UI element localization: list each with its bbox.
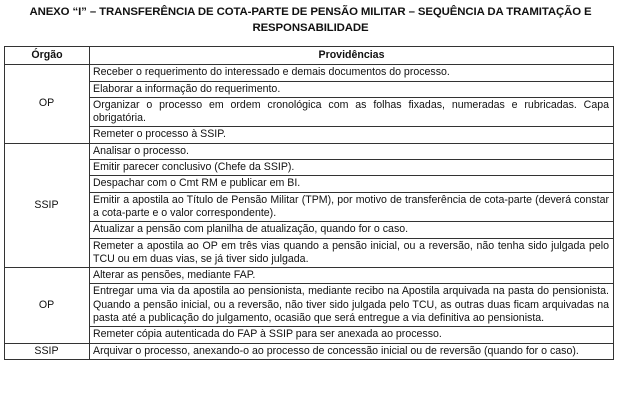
orgao-cell: SSIP (5, 143, 90, 267)
document-title (4, 4, 617, 36)
table-row (5, 238, 614, 268)
providencia-cell: Despachar com o Cmt RM e publicar em BI. (90, 176, 614, 192)
orgao-cell: OP (5, 268, 90, 343)
table-row (5, 97, 614, 127)
providencia-cell: Remeter a apostila ao OP em três vias quando a pensão inicial, ou a reversão, não tenha sido julgada pelo TCU ou em duas vias, se já tiver sido julgada. (90, 238, 614, 268)
providencia-cell: Analisar o processo. (90, 143, 614, 159)
table-row (5, 143, 614, 159)
providencia-cell: Remeter o processo à SSIP. (90, 127, 614, 143)
table-row (5, 127, 614, 143)
providencia-cell: Remeter cópia autenticada do FAP à SSIP para ser anexada ao processo. (90, 327, 614, 343)
table-header-row (5, 47, 614, 65)
providencia-cell: Alterar as pensões, mediante FAP. (90, 268, 614, 284)
providencia-cell: Entregar uma via da apostila ao pensionista, mediante recibo na Apostila arquivada na pasta do pensionista. Quando a pensão inicial, ou a reversão, não tiver sido julgada pelo TCU, as outras duas ficam arquivadas na pasta até a publicação do julgamento, ocasião que será entregue a via definitiva ao pensionista. (90, 284, 614, 327)
providencia-cell: Emitir parecer conclusivo (Chefe da SSIP). (90, 160, 614, 176)
title-line-1: ANEXO “I” – TRANSFERÊNCIA DE COTA-PARTE DE PENSÃO MILITAR – SEQUÊNCIA DA TRAMITAÇÃO E (29, 6, 592, 18)
table-row (5, 222, 614, 238)
providencia-cell: Receber o requerimento do interessado e demais documentos do processo. (90, 65, 614, 81)
orgao-cell: OP (5, 65, 90, 143)
table-row (5, 192, 614, 222)
providencia-cell: Elaborar a informação do requerimento. (90, 81, 614, 97)
providencia-cell: Arquivar o processo, anexando-o ao processo de concessão inicial ou de reversão (quando for o caso). (90, 343, 614, 359)
table-row (5, 160, 614, 176)
table-row (5, 176, 614, 192)
table-row (5, 343, 614, 359)
providencia-cell: Emitir a apostila ao Título de Pensão Militar (TPM), por motivo de transferência de cota-parte (deverá constar a cota-parte e o valor correspondente). (90, 192, 614, 222)
table-row (5, 327, 614, 343)
providencia-cell: Organizar o processo em ordem cronológica com as folhas fixadas, numeradas e rubricadas. Capa obrigatória. (90, 97, 614, 127)
title-line-2: RESPONSABILIDADE (252, 22, 369, 34)
table-row (5, 268, 614, 284)
header-providencias: Providências (90, 47, 614, 65)
table-row (5, 284, 614, 327)
table-row (5, 81, 614, 97)
table-row (5, 65, 614, 81)
providencia-cell: Atualizar a pensão com planilha de atualização, quando for o caso. (90, 222, 614, 238)
procedure-table (4, 46, 614, 360)
header-orgao: Órgão (5, 47, 90, 65)
orgao-cell: SSIP (5, 343, 90, 359)
